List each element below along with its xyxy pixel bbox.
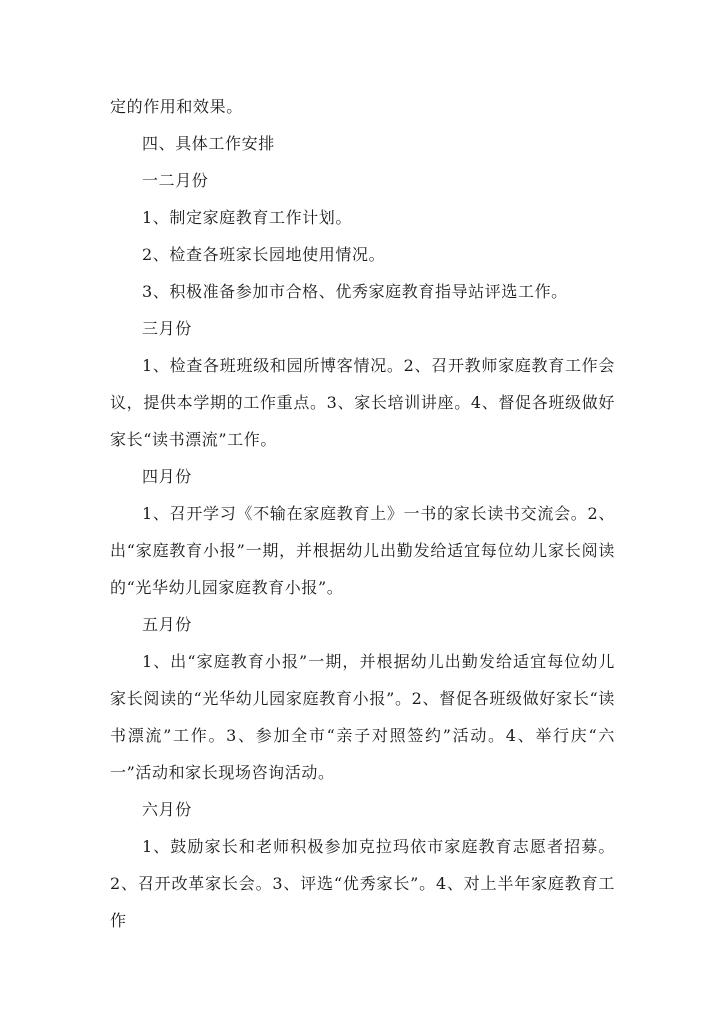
section-heading-work-arrangement: 四、具体工作安排 [142,134,275,153]
list-item: 2、检查各班家长园地使用情况。 [142,245,386,264]
paragraph-may-tasks: 1、出“家庭教育小报”一期，并根据幼儿出勤发给适宜每位幼儿家长阅读的“光华幼儿园家庭教育小报”。2、督促各班级做好家长“读书漂流”工作。3、参加全市“亲子对照签约”活动。4、举行庆“六一”活动和家长现场咨询活动。 [110,652,615,782]
paragraph-june-tasks: 1、鼓励家长和老师积极参加克拉玛依市家庭教育志愿者招募。2、召开改革家长会。3、评选“优秀家长”。4、对上半年家庭教育工作 [110,837,615,930]
document-body [110,88,615,939]
month-heading-may: 五月份 [142,615,192,634]
list-item: 1、制定家庭教育工作计划。 [142,208,352,227]
paragraph-continuation: 定的作用和效果。 [110,97,243,116]
list-item: 3、积极准备参加市合格、优秀家庭教育指导站评选工作。 [142,282,568,301]
month-heading-april: 四月份 [142,467,192,486]
month-heading-march: 三月份 [142,319,192,338]
month-heading-jan-feb: 一二月份 [142,171,209,190]
month-heading-june: 六月份 [142,800,192,819]
paragraph-april-tasks: 1、召开学习《不输在家庭教育上》一书的家长读书交流会。2、出“家庭教育小报”一期，并根据幼儿出勤发给适宜每位幼儿家长阅读的“光华幼儿园家庭教育小报”。 [110,504,615,597]
paragraph-march-tasks: 1、检查各班班级和园所博客情况。2、召开教师家庭教育工作会议，提供本学期的工作重点。3、家长培训讲座。4、督促各班级做好家长“读书漂流”工作。 [110,356,615,449]
